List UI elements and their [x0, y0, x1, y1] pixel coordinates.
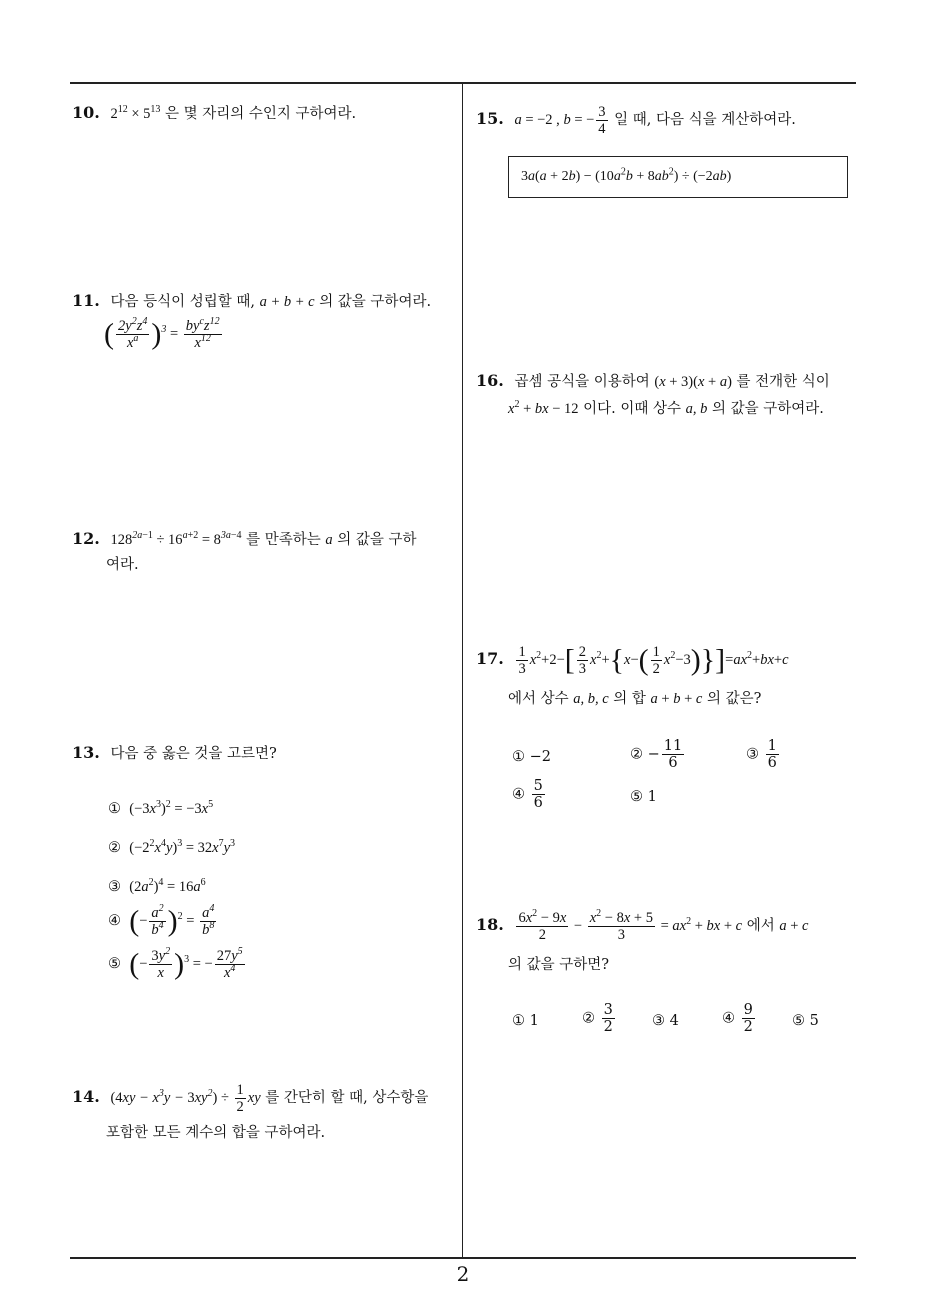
question-number: 11. [72, 291, 100, 310]
math-expression: $\frac{1}{3}$ $x^2+2-$[ $\frac{2}{3}$ $x^2+\{x-$( $\frac{1}{2}$ $x^2-3)\}]=ax^2+bx+c$ [518, 643, 789, 677]
question-number: 10. [72, 103, 100, 122]
math-expression: $(4xy - x^3y - 3xy^2)$ ÷ $\frac{1}{2}$ xy [110, 1082, 261, 1115]
question-15 [476, 104, 796, 137]
choice-marker: ④ [722, 1010, 735, 1027]
question-10 [72, 100, 356, 127]
choice-value: 1 [647, 789, 657, 805]
question-text: 의 값을 구하면? [508, 957, 610, 973]
choice-1[interactable]: ① $(-3x^3)^2 = -3x^5$ [108, 799, 214, 817]
question-12-continued [106, 552, 139, 578]
question-number: 18. [476, 914, 504, 934]
choice-marker: ④ [108, 912, 121, 929]
choice-2[interactable]: ② − $\frac{11}{6}$ [630, 738, 683, 771]
choice-marker: ① [512, 749, 525, 765]
choice-marker: ⑤ [630, 789, 643, 805]
question-text: 다음 등식이 성립할 때, [110, 294, 255, 310]
question-11 [72, 288, 431, 315]
question-17 [476, 644, 789, 677]
choice-value: 1 [529, 1013, 539, 1029]
choice-5[interactable] [630, 786, 657, 808]
question-text: 포함한 모든 계수의 합을 구하여라. [106, 1125, 326, 1141]
question-17-continued: 에서 상수 a, b, c 의 합 a + b + c 의 값은? [508, 691, 762, 707]
choice-5[interactable]: ⑤ (− $\frac{3y^2}{x}$ )$^3$ = − $\frac{27y^5}{x^4}$ [108, 946, 243, 981]
question-text: 의 값을 구하여라. [319, 294, 432, 310]
choice-marker: ③ [746, 746, 759, 763]
choice-1[interactable] [512, 1010, 539, 1032]
math-expression: a = −2 , b = − $\frac{3}{4}$ [514, 104, 606, 137]
question-18: 18. $\frac{6x^2 - 9x}{2}$ − $\frac{x^2 - 8x + 5}{3}$ = $ax^2$ + bx + c 에서 a + c [476, 908, 809, 943]
question-14 [72, 1082, 462, 1115]
question-12: 12. $128^{2a-1} \div 16^{a+2} = 8^{3a-4}$ 를 만족하는 a 의 값을 구하 [72, 529, 417, 548]
math-expression: a + b + c [259, 294, 315, 310]
question-text: 곱셈 공식을 이용하여 [514, 374, 650, 390]
question-number: 14. [72, 1086, 100, 1106]
question-text: 다음 중 옳은 것을 고르면? [110, 746, 277, 762]
column-divider [462, 83, 463, 1258]
choice-3[interactable]: ③ $\frac{1}{6}$ [746, 738, 777, 771]
choice-4[interactable]: ④ (− $\frac{a^2}{b^4}$ )$^2$ = $\frac{a^4}{b^8}$ [108, 903, 215, 938]
choice-marker: ② [108, 840, 121, 856]
choice-marker: ⑤ [108, 955, 121, 972]
question-text: 이다. 이때 상수 [583, 401, 681, 417]
question-text: 의 값을 구하 [337, 532, 417, 548]
question-text: 의 값을 구하여라. [711, 401, 824, 417]
choice-2[interactable]: ② $(-2^2x^4y)^3 = 32x^7y^3$ [108, 838, 236, 856]
question-number: 12. [72, 529, 100, 548]
question-18-continued [508, 952, 609, 978]
choice-3[interactable] [652, 1010, 679, 1032]
choice-marker: ⑤ [792, 1013, 805, 1029]
choice-value: 5 [809, 1013, 819, 1029]
bottom-rule [70, 1257, 856, 1259]
question-13 [72, 740, 277, 767]
question-text: 여라. [106, 557, 139, 573]
question-text: 에서 상수 [508, 691, 569, 707]
choice-marker: ① [108, 801, 121, 817]
question-14-continued [106, 1120, 325, 1146]
choice-1[interactable]: ① −2 [512, 749, 551, 765]
choice-5[interactable] [792, 1010, 819, 1032]
question-text: 은 몇 자리의 수인지 구하여라. [165, 106, 357, 122]
math-expression: $128^{2a-1} \div 16^{a+2} = 8^{3a-4}$ [110, 530, 242, 548]
choice-marker: ② [582, 1010, 595, 1027]
question-16-continued: $x^2$ + bx − 12 이다. 이때 상수 a, b 의 값을 구하여라. [508, 399, 824, 417]
choice-marker: ① [512, 1013, 525, 1029]
math-equation: ( $\frac{2y^2z^4}{x^a}$ )$^3$ = $\frac{by^cz^{12}}{x^{12}}$ [104, 316, 220, 351]
choice-value: 4 [669, 1013, 679, 1029]
question-number: 15. [476, 108, 504, 128]
math-expression: $\frac{6x^2 - 9x}{2}$ − $\frac{x^2 - 8x + 5}{3}$ = $ax^2$ + bx + c [518, 908, 743, 943]
choice-marker: ③ [652, 1013, 665, 1029]
question-text: 의 합 [613, 691, 646, 707]
question-text: 를 전개한 식이 [736, 374, 830, 390]
question-number: 13. [72, 743, 100, 762]
question-text: 를 간단히 할 때, 상수항을 [265, 1089, 429, 1106]
question-number: 16. [476, 371, 504, 390]
choice-marker: ② [630, 746, 643, 763]
page-number: 2 [456, 1262, 470, 1286]
question-text: 일 때, 다음 식을 계산하여라. [614, 111, 796, 128]
choice-2[interactable]: ② $\frac{3}{2}$ [582, 1002, 613, 1035]
math-expression: $2^{12} \times 5^{13}$ [110, 104, 161, 122]
question-text: 의 값은? [706, 691, 762, 707]
choice-marker: ④ [512, 786, 525, 803]
question-16: 16. 곱셈 공식을 이용하여 (x + 3)(x + a) 를 전개한 식이 [476, 371, 830, 390]
choice-4[interactable]: ④ $\frac{5}{6}$ [512, 778, 543, 811]
question-number: 17. [476, 648, 504, 668]
choice-marker: ③ [108, 879, 121, 895]
choice-4[interactable]: ④ $\frac{9}{2}$ [722, 1002, 753, 1035]
expression-box: $3a(a + 2b) - (10a^2b + 8ab^2) \div (-2ab)$ [508, 156, 848, 198]
choice-3[interactable]: ③ $(2a^2)^4 = 16a^6$ [108, 877, 206, 895]
question-text: 에서 [746, 917, 775, 934]
question-text: 를 만족하는 [246, 532, 321, 548]
